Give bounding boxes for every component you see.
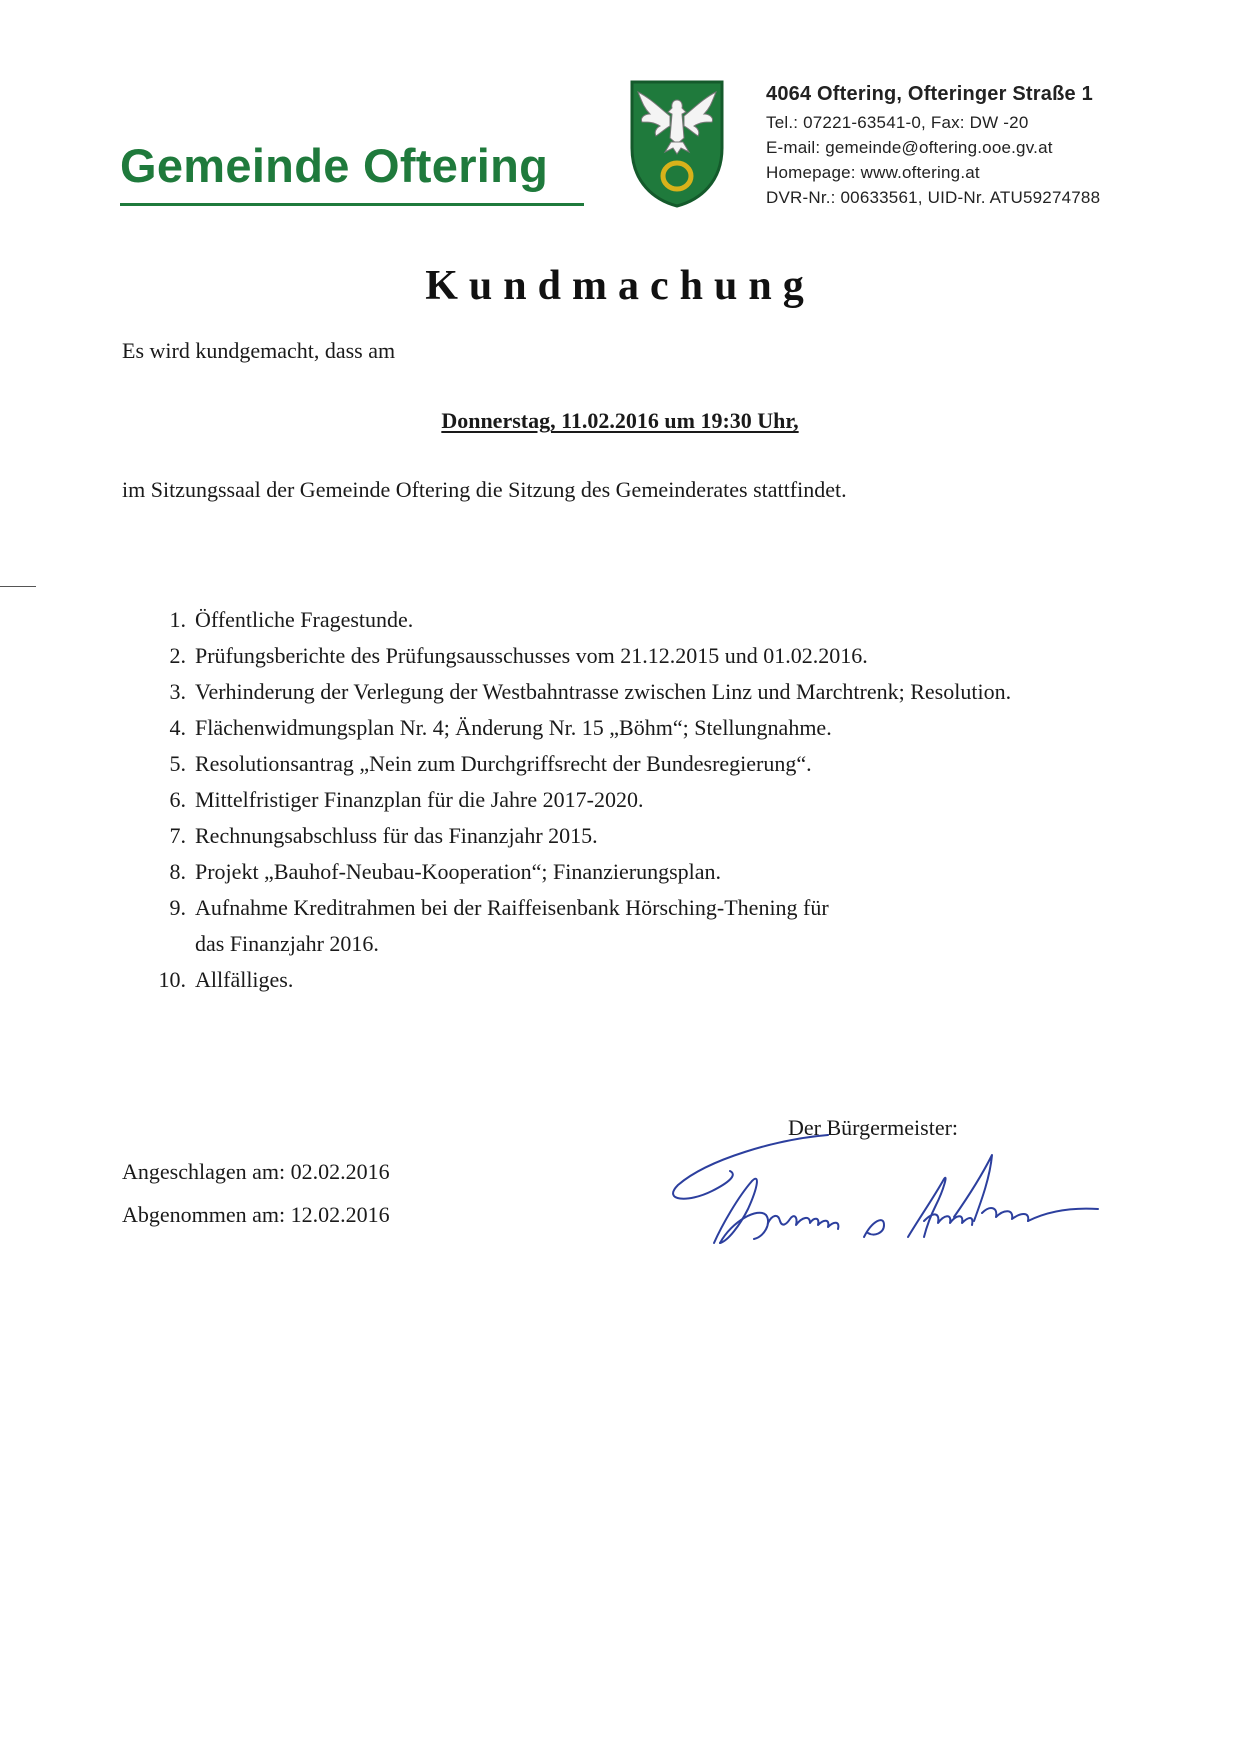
agenda-item-number: 10. xyxy=(158,967,186,992)
agenda-item-number: 9. xyxy=(169,895,186,920)
agenda-item xyxy=(150,638,1011,674)
agenda-list xyxy=(150,602,1011,998)
agenda-item xyxy=(150,746,1011,782)
agenda-item-text: Prüfungsberichte des Prüfungsausschusses vom 21.12.2015 und 01.02.2016. xyxy=(195,643,868,668)
municipal-crest-icon xyxy=(628,78,726,208)
agenda-item xyxy=(150,890,1011,962)
intro-text: Es wird kundgemacht, dass am xyxy=(122,338,396,363)
agenda-item-text: Mittelfristiger Finanzplan für die Jahre 2017-2020. xyxy=(195,787,644,812)
posted-date: Angeschlagen am: 02.02.2016 xyxy=(122,1159,390,1184)
document-title: Kundmachung xyxy=(425,263,815,309)
agenda-item-text: Projekt „Bauhof-Neubau-Kooperation“; Finanzierungsplan. xyxy=(195,859,722,884)
mayor-label: Der Bürgermeister: xyxy=(788,1115,959,1140)
fold-mark xyxy=(0,586,36,587)
agenda-item xyxy=(150,674,1011,710)
contact-block xyxy=(766,80,1100,210)
contact-ids: DVR-Nr.: 00633561, UID-Nr. ATU59274788 xyxy=(766,188,1101,207)
agenda-item-number: 7. xyxy=(169,823,186,848)
meeting-datetime: Donnerstag, 11.02.2016 um 19:30 Uhr, xyxy=(441,408,799,433)
agenda-item-text: Öffentliche Fragestunde. xyxy=(195,607,414,632)
agenda-item-text: Aufnahme Kreditrahmen bei der Raiffeisenbank Hörsching-Thening für das Finanzjahr 2016. xyxy=(195,895,829,956)
venue-text: im Sitzungssaal der Gemeinde Oftering die Sitzung des Gemeinderates stattfindet. xyxy=(122,477,847,502)
agenda-item xyxy=(150,818,1011,854)
agenda-item xyxy=(150,602,1011,638)
header-underline xyxy=(120,203,584,206)
agenda-item-text: Allfälliges. xyxy=(195,967,294,992)
agenda-item-number: 5. xyxy=(169,751,186,776)
contact-address: 4064 Oftering, Ofteringer Straße 1 xyxy=(766,83,1093,105)
agenda-item-number: 2. xyxy=(169,643,186,668)
agenda-item-text: Verhinderung der Verlegung der Westbahntrasse zwischen Linz und Marchtrenk; Resolution. xyxy=(195,679,1012,704)
municipality-name: Gemeinde Oftering xyxy=(120,139,549,192)
agenda-item-text: Resolutionsantrag „Nein zum Durchgriffsrecht der Bundesregierung“. xyxy=(195,751,812,776)
agenda-item-number: 3. xyxy=(169,679,186,704)
agenda-item-number: 8. xyxy=(169,859,186,884)
agenda-item-text: Flächenwidmungsplan Nr. 4; Änderung Nr. 15 „Böhm“; Stellungnahme. xyxy=(195,715,832,740)
agenda-item xyxy=(150,962,1011,998)
signature-icon xyxy=(668,1125,1108,1260)
contact-email: E-mail: gemeinde@oftering.ooe.gv.at xyxy=(766,138,1053,157)
agenda-item-number: 1. xyxy=(169,607,186,632)
contact-phone: Tel.: 07221-63541-0, Fax: DW -20 xyxy=(766,113,1029,132)
contact-homepage: Homepage: www.oftering.at xyxy=(766,163,980,182)
agenda-item xyxy=(150,710,1011,746)
agenda-item-text: Rechnungsabschluss für das Finanzjahr 2015. xyxy=(195,823,598,848)
agenda-item-number: 4. xyxy=(169,715,186,740)
agenda-item-number: 6. xyxy=(169,787,186,812)
agenda-item xyxy=(150,782,1011,818)
agenda-item xyxy=(150,854,1011,890)
removed-date: Abgenommen am: 12.02.2016 xyxy=(122,1202,390,1227)
